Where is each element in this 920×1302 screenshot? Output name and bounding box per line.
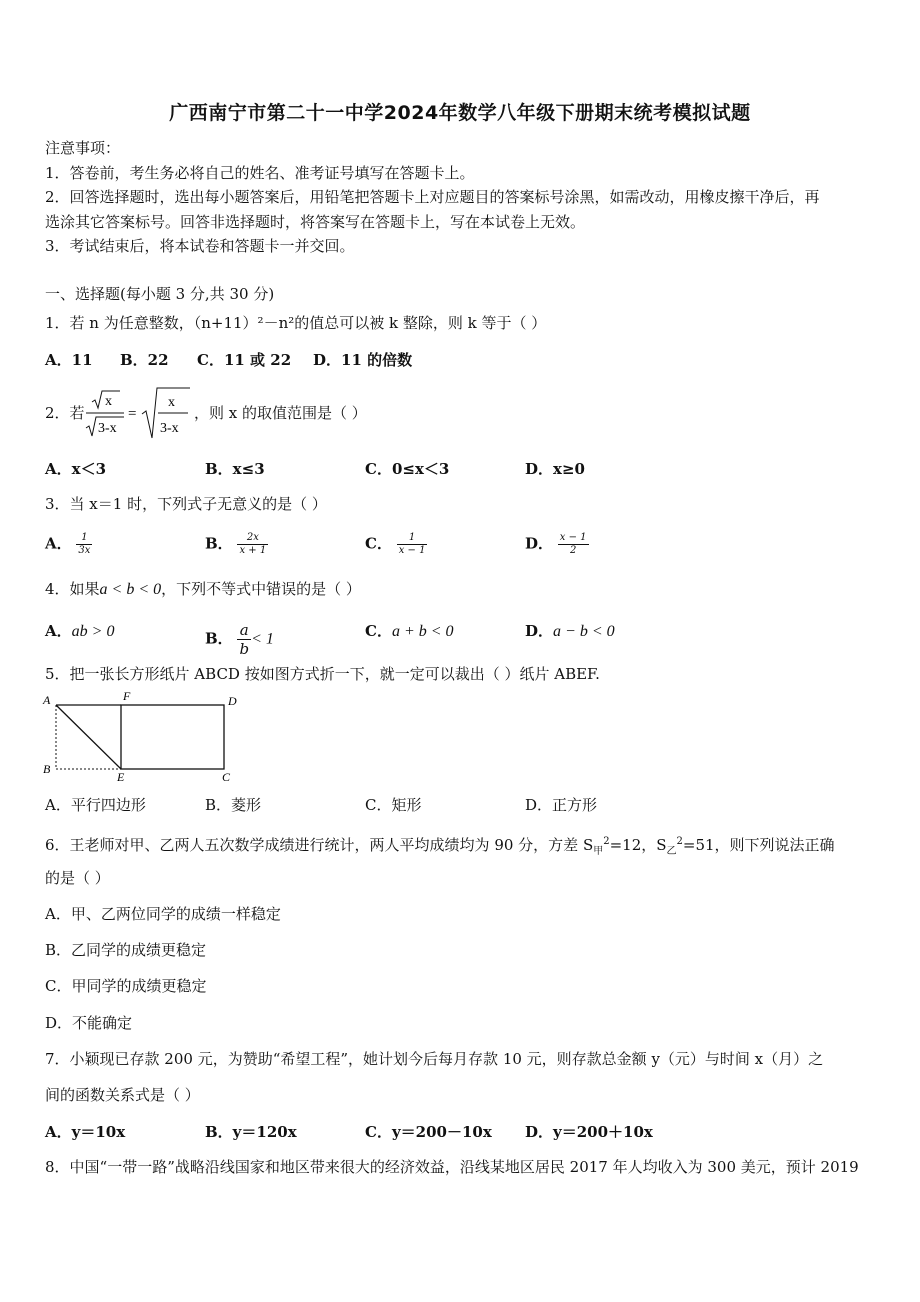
fig-label-a: A	[43, 693, 51, 707]
page-title: 广西南宁市第二十一中学2024年数学八年级下册期末统考模拟试题	[169, 102, 751, 124]
section-heading: 一、选择题(每小题 3 分,共 30 分)	[45, 285, 275, 303]
q6-option-a: A．甲、乙两位同学的成绩一样稳定	[45, 905, 281, 923]
q1-option-a: A．11	[45, 351, 93, 369]
question-2-prefix: 2．若	[45, 404, 85, 422]
notice-item: 选涂其它答案标号。回答非选择题时，将答案写在答题卡上，写在本试卷上无效。	[45, 213, 586, 231]
fig-label-f: F	[123, 689, 131, 703]
notice-item: 1．答卷前，考生务必将自己的姓名、准考证号填写在答题卡上。	[45, 164, 475, 182]
q2-num-x: x	[105, 394, 112, 409]
fig-label-b: B	[43, 762, 51, 776]
q1-option-b: B．22	[120, 351, 169, 369]
question-6-line1: 6．王老师对甲、乙两人五次数学成绩进行统计，两人平均成绩均为 90 分，方差 $S_甲^2=12$，$S_乙^2=51$，则下列说法正确	[45, 836, 835, 857]
q7-option-c: C．y＝200－10x	[365, 1123, 492, 1141]
question-8-line1: 8．中国“一带一路”战略沿线国家和地区带来很大的经济效益，沿线某地区居民 2017 年人均收入为 300 美元，预计 2019	[45, 1158, 859, 1176]
notice-item: 3．考试结束后，将本试卷和答题卡一并交回。	[45, 237, 355, 255]
q3-option-a	[45, 532, 92, 557]
q7-option-d: D．y＝200＋10x	[525, 1123, 653, 1141]
q3-label-b: B．	[205, 534, 233, 553]
q2-option-a: A．x＜3	[45, 460, 107, 478]
q4-option-b: B． $\frac{a}{b}$ < 1	[205, 621, 274, 658]
question-2-suffix: ，则 x 的取值范围是（ ）	[194, 404, 367, 422]
q3-option-b	[205, 532, 268, 557]
fig-label-d: D	[228, 694, 237, 708]
question-4-stem: 4．如果a < b < 0，下列不等式中错误的是（ ）	[45, 580, 361, 598]
question-7-line1: 7．小颖现已存款 200 元，为赞助“希望工程”，她计划今后每月存款 10 元，则存款总金额 y（元）与时间 x（月）之	[45, 1050, 824, 1068]
q4-option-a: A．ab > 0	[45, 622, 115, 640]
notice-heading: 注意事项：	[45, 139, 121, 157]
q2-right-num: x	[168, 395, 175, 410]
q2-equation	[84, 386, 194, 442]
q2-equals: =	[128, 406, 137, 422]
q3-option-c	[365, 532, 427, 557]
q5-option-a: A．平行四边形	[45, 796, 146, 814]
fig-label-e: E	[117, 770, 125, 784]
q2-option-c: C．0≤x＜3	[365, 460, 450, 478]
q4-frac: $\frac{a}{b}$	[239, 621, 250, 658]
q4-option-d: D．a − b < 0	[525, 622, 615, 640]
q1-option-d: D．11 的倍数	[313, 351, 413, 369]
question-6-line2: 的是（ ）	[45, 869, 110, 887]
q2-right-den: 3-x	[160, 421, 179, 436]
q6-option-b: B．乙同学的成绩更稳定	[45, 941, 207, 959]
q3-frac-b: $\frac{2x}{x + 1}$	[239, 532, 267, 556]
q7-option-a: A．y＝10x	[45, 1123, 126, 1141]
notice-item: 2．回答选择题时，选出每小题答案后，用铅笔把答题卡上对应题目的答案标号涂黑，如需改动，用橡皮擦干净后，再	[45, 188, 820, 206]
q7-option-b: B．y＝120x	[205, 1123, 297, 1141]
question-5-stem: 5．把一张长方形纸片 ABCD 按如图方式折一下，就一定可以裁出（ ）纸片 ABEF.	[45, 665, 600, 683]
q1-option-c: C．11 或 22	[197, 351, 292, 369]
q3-frac-d: $\frac{x - 1}{2}$	[559, 532, 587, 556]
q2-option-b: B．x≤3	[205, 460, 265, 478]
q5-option-c: C．矩形	[365, 796, 422, 814]
q5-option-d: D．正方形	[525, 796, 598, 814]
question-3-stem: 3．当 x＝1 时，下列式子无意义的是（ ）	[45, 495, 327, 513]
q4-condition: a < b < 0	[99, 581, 162, 598]
q5-figure	[40, 688, 250, 784]
q3-option-d	[525, 532, 589, 557]
q3-label-d: D．	[525, 534, 554, 553]
q4-option-c: C．a + b < 0	[365, 622, 454, 640]
q3-frac-c: $\frac{1}{x - 1}$	[398, 532, 426, 556]
q3-label-c: C．	[365, 534, 392, 553]
q2-den-3x: 3-x	[98, 421, 117, 436]
fig-label-c: C	[222, 770, 231, 784]
question-1-stem: 1．若 n 为任意整数，（n+11）²－n²的值总可以被 k 整除，则 k 等于（ ）	[45, 314, 547, 332]
q6-option-d: D．不能确定	[45, 1014, 133, 1032]
q2-option-d: D．x≥0	[525, 460, 585, 478]
q3-label-a: A．	[45, 534, 72, 553]
q5-option-b: B．菱形	[205, 796, 262, 814]
q6-option-c: C．甲同学的成绩更稳定	[45, 977, 207, 995]
question-7-line2: 间的函数关系式是（ ）	[45, 1086, 200, 1104]
q3-frac-a: $\frac{1}{3x}$	[78, 532, 91, 556]
